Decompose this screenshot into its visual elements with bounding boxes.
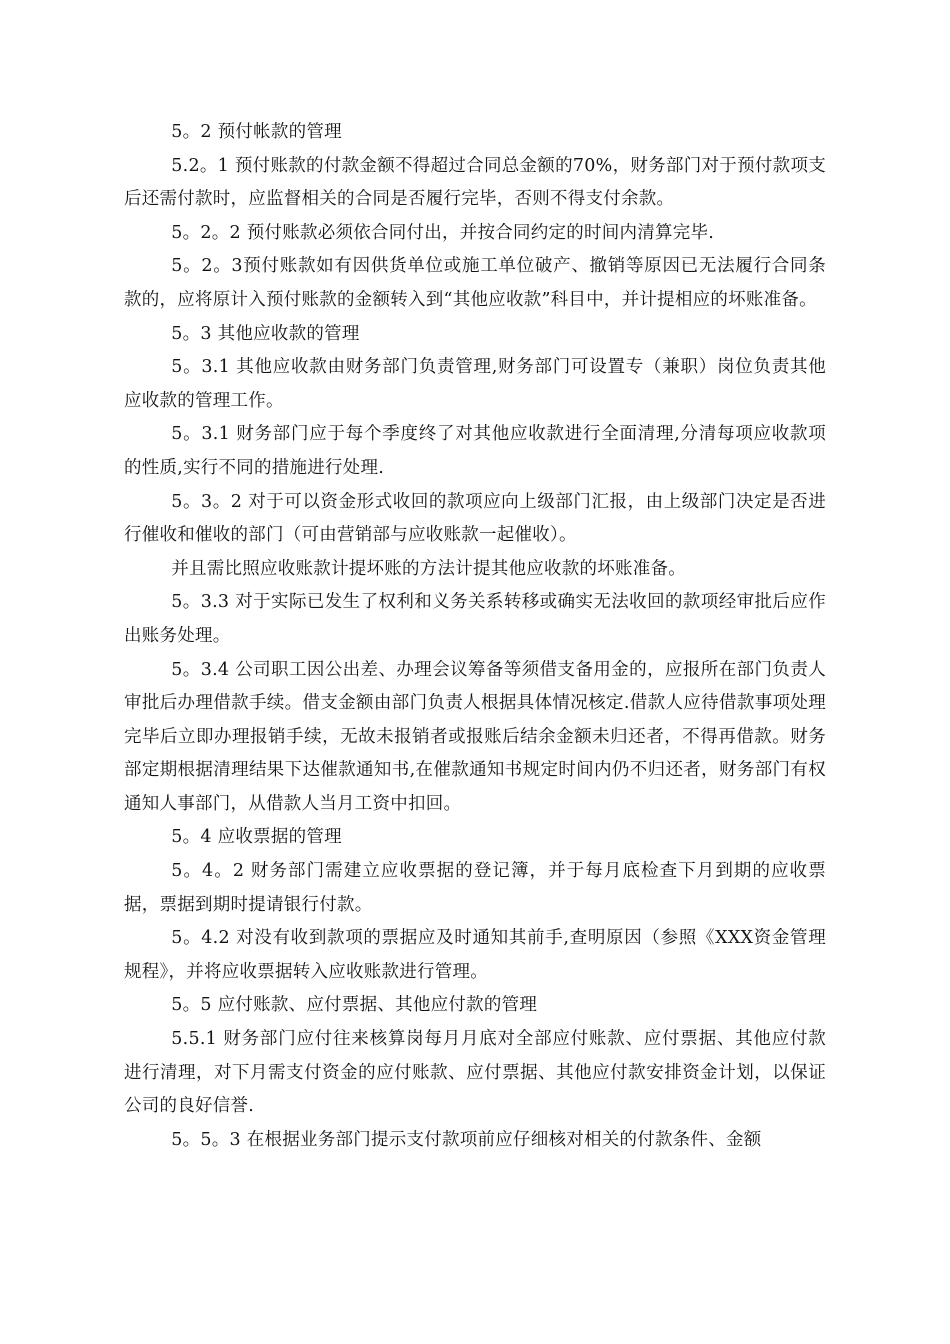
paragraph-5-3-4: 5。3.4 公司职工因公出差、办理会议筹备等须借支备用金的，应报所在部门负责人审批后办理借款手续。借支金额由部门负责人根据具体情况核定.借款人应待借款事项处理完毕后立即办理报销手续，无故未报销者或报账后结余金额未归还者，不得再借款。财务部定期根据清理结果下达催款通知书,在催款通知书规定时间内仍不归还者，财务部门有权通知人事部门，从借款人当月工资中扣回。 — [124, 659, 826, 814]
paragraph-5-3-2: 5。3。2 对于可以资金形式收回的款项应向上级部门汇报，由上级部门决定是否进行催收和催收的部门（可由营销部与应收账款一起催收）。 — [124, 491, 826, 546]
paragraph-5-3-3: 5。3.3 对于实际已发生了权利和义务关系转移或确实无法收回的款项经审批后应作出账务处理。 — [124, 592, 826, 646]
paragraph-5-2-1: 5.2。1 预付账款的付款金额不得超过合同总金额的70%，财务部门对于预付款项支后还需付款时，应监督相关的合同是否履行完毕，否则不得支付余款。 — [124, 155, 826, 210]
paragraph-5-5-1: 5.5.1 财务部门应付往来核算岗每月月底对全部应付账款、应付票据、其他应付款进行清理，对下月需支付资金的应付账款、应付票据、其他应付款安排资金计划，以保证公司的良好信誉. — [124, 1029, 826, 1117]
heading-5-4: 5。4 应收票据的管理 — [171, 827, 342, 848]
heading-5-3: 5。3 其他应收款的管理 — [171, 323, 360, 344]
heading-5-5: 5。5 应付账款、应付票据、其他应付款的管理 — [171, 995, 538, 1016]
paragraph-5-3-1-a: 5。3.1 其他应收款由财务部门负责管理,财务部门可设置专（兼职）岗位负责其他应收款的管理工作。 — [124, 357, 826, 411]
paragraph-5-2-3: 5。2。3预付账款如有因供货单位或施工单位破产、撤销等原因已无法履行合同条款的，应将原计入预付账款的金额转入到“其他应收款”科目中，并计提相应的坏账准备。 — [124, 256, 826, 310]
document-body — [124, 116, 826, 1157]
paragraph-5-5-3: 5。5。3 在根据业务部门提示支付款项前应仔细核对相关的付款条件、金额 — [171, 1129, 762, 1150]
heading-5-2: 5。2 预付帐款的管理 — [171, 122, 342, 142]
paragraph-5-3-2-note: 并且需比照应收账款计提坏账的方法计提其他应收款的坏账准备。 — [171, 558, 686, 579]
paragraph-5-3-1-b: 5。3.1 财务部门应于每个季度终了对其他应收款进行全面清理,分清每项应收款项的性质,实行不同的措施进行处理. — [124, 424, 826, 478]
paragraph-5-4-2-a: 5。4。2 财务部门需建立应收票据的登记簿，并于每月底检查下月到期的应收票据，票据到期时提请银行付款。 — [124, 861, 826, 915]
paragraph-5-4-2-b: 5。4.2 对没有收到款项的票据应及时通知其前手,查明原因（参照《XXX资金管理规程》，并将应收票据转入应收账款进行管理。 — [124, 928, 826, 982]
paragraph-5-2-2: 5。2。2 预付账款必须依合同付出，并按合同约定的时间内清算完毕. — [171, 222, 715, 243]
